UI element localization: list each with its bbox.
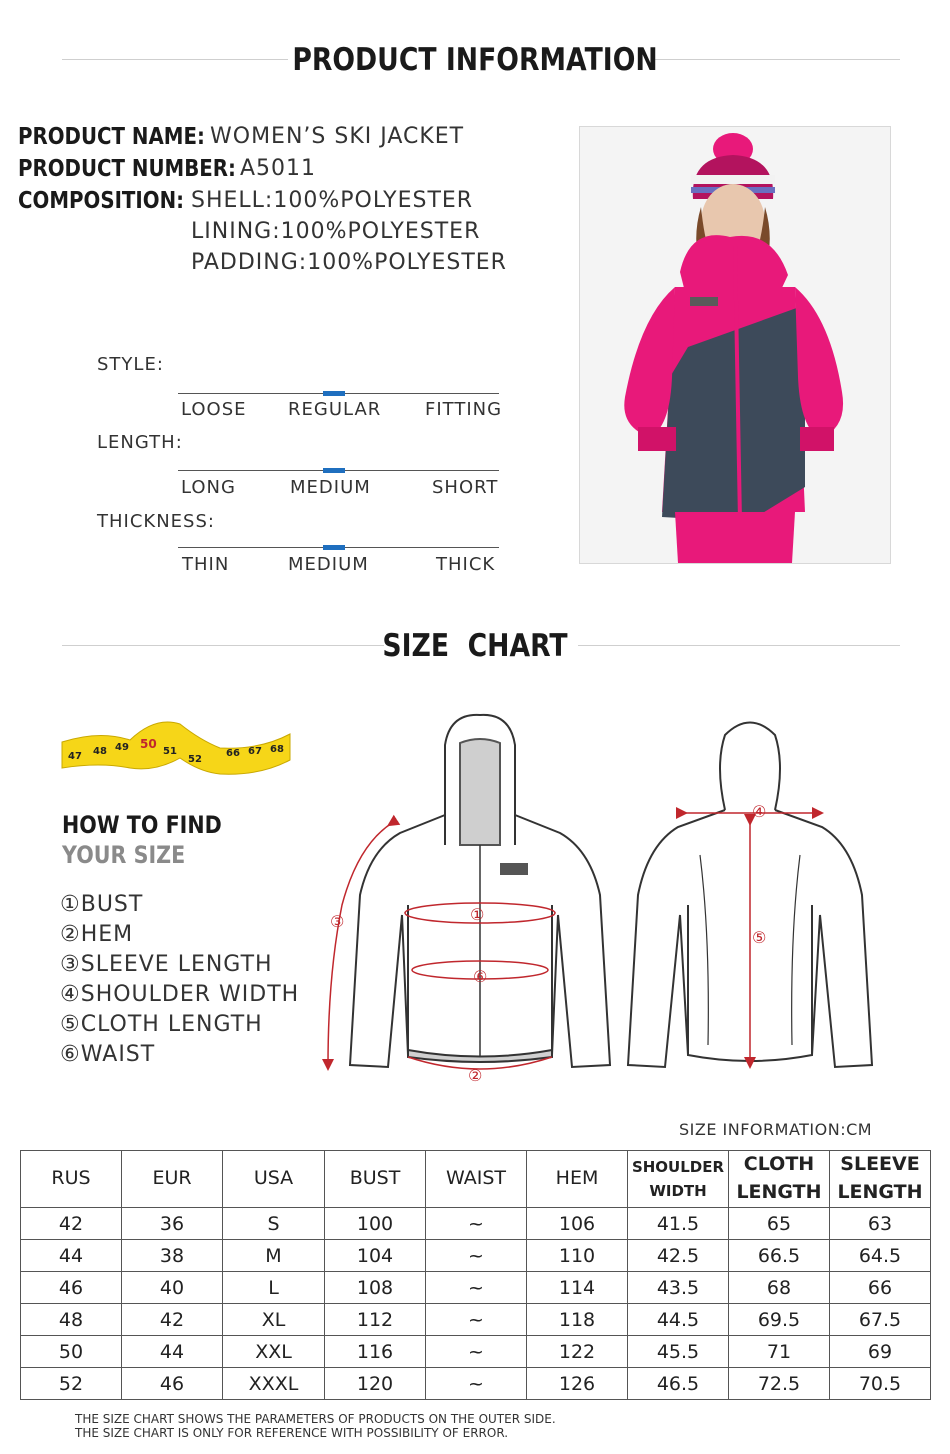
measurement-list (60, 890, 299, 1070)
size-info-label: SIZE INFORMATION:CM (679, 1120, 873, 1139)
jacket-diagram (310, 705, 910, 1090)
table-cell: 46.5 (628, 1368, 729, 1400)
table-cell: 36 (122, 1208, 223, 1240)
table-cell: 45.5 (628, 1336, 729, 1368)
thickness-option-thin: THIN (182, 554, 230, 575)
table-header-line: LENGTH (837, 1181, 923, 1203)
front-jacket-outline (350, 715, 610, 1067)
table-row (21, 1304, 931, 1336)
tape-measure-image (60, 712, 292, 780)
hem-marker: ② (468, 1066, 483, 1085)
table-cell: M (223, 1240, 325, 1272)
table-cell: S (223, 1208, 325, 1240)
table-cell: ~ (426, 1272, 527, 1304)
table-cell: 41.5 (628, 1208, 729, 1240)
table-cell: 108 (325, 1272, 426, 1304)
sleeve-marker: ③ (330, 912, 345, 931)
thickness-option-thick: THICK (436, 554, 496, 575)
bust-marker: ① (470, 905, 485, 924)
table-cell: 70.5 (830, 1368, 931, 1400)
table-cell: 122 (527, 1336, 628, 1368)
tape-number: 52 (188, 754, 202, 765)
table-row (21, 1240, 931, 1272)
table-cell: L (223, 1272, 325, 1304)
table-header-cell (830, 1151, 931, 1208)
product-name-label: PRODUCT NAME: (18, 124, 205, 150)
table-cell: ~ (426, 1208, 527, 1240)
tape-number: 68 (270, 744, 284, 755)
measurement-item-bust: ①BUST (60, 892, 144, 917)
table-cell: 46 (21, 1272, 122, 1304)
table-cell: 72.5 (729, 1368, 830, 1400)
table-cell: 44.5 (628, 1304, 729, 1336)
table-cell: 44 (21, 1240, 122, 1272)
composition-line: PADDING:100%POLYESTER (191, 250, 507, 275)
table-header-cell (729, 1151, 830, 1208)
shoulder-marker: ④ (752, 802, 767, 821)
size-note-line: THE SIZE CHART IS ONLY FOR REFERENCE WITH POSSIBILITY OF ERROR. (75, 1426, 509, 1440)
table-header-cell: RUS (21, 1151, 122, 1208)
how-to-find-heading (62, 810, 248, 870)
size-note-line: THE SIZE CHART SHOWS THE PARAMETERS OF PRODUCTS ON THE OUTER SIDE. (75, 1412, 556, 1426)
table-cell: 44 (122, 1336, 223, 1368)
tape-number: 49 (115, 742, 129, 753)
length-marker: ⑤ (752, 928, 767, 947)
table-cell: ~ (426, 1368, 527, 1400)
table-cell: 65 (729, 1208, 830, 1240)
table-row (21, 1368, 931, 1400)
product-info-title: PRODUCT INFORMATION (292, 42, 658, 78)
table-row (21, 1336, 931, 1368)
table-cell: 67.5 (830, 1304, 931, 1336)
tape-number: 67 (248, 746, 262, 757)
measurement-item-waist: ⑥WAIST (60, 1042, 156, 1067)
table-header-cell (628, 1151, 729, 1208)
table-cell: 110 (527, 1240, 628, 1272)
thickness-option-medium: MEDIUM (288, 554, 369, 575)
table-cell: ~ (426, 1336, 527, 1368)
measurement-item-shoulder: ④SHOULDER WIDTH (60, 982, 300, 1007)
style-option-regular: REGULAR (288, 399, 382, 420)
composition-line: SHELL:100%POLYESTER (191, 188, 474, 213)
table-cell: 112 (325, 1304, 426, 1336)
waist-marker: ⑥ (473, 967, 488, 986)
table-cell: 66.5 (729, 1240, 830, 1272)
table-cell: 100 (325, 1208, 426, 1240)
table-header-row (21, 1151, 931, 1208)
measurement-item-cloth-length: ⑤CLOTH LENGTH (60, 1012, 263, 1037)
product-name-value: WOMEN’S SKI JACKET (210, 124, 465, 149)
length-label: LENGTH: (97, 432, 183, 453)
tape-number: 51 (163, 746, 177, 757)
product-number-label: PRODUCT NUMBER: (18, 156, 236, 182)
size-chart-title: SIZE CHART (382, 628, 568, 664)
table-cell: 43.5 (628, 1272, 729, 1304)
table-cell: 46 (122, 1368, 223, 1400)
table-cell: 48 (21, 1304, 122, 1336)
table-cell: ~ (426, 1240, 527, 1272)
table-header-line: CLOTH (743, 1153, 815, 1176)
table-cell: 66 (830, 1272, 931, 1304)
model-jacket-illustration (580, 127, 890, 563)
table-header-cell: EUR (122, 1151, 223, 1208)
table-cell: 114 (527, 1272, 628, 1304)
table-cell: 38 (122, 1240, 223, 1272)
table-cell: 69 (830, 1336, 931, 1368)
length-option-long: LONG (181, 477, 236, 498)
table-row (21, 1208, 931, 1240)
style-selected-marker (323, 391, 345, 396)
table-header-cell: WAIST (426, 1151, 527, 1208)
product-number-value: A5011 (240, 156, 317, 181)
table-cell: 50 (21, 1336, 122, 1368)
length-option-medium: MEDIUM (290, 477, 371, 498)
style-label: STYLE: (97, 354, 164, 375)
tape-number: 47 (68, 751, 82, 762)
table-cell: 52 (21, 1368, 122, 1400)
table-cell: 120 (325, 1368, 426, 1400)
table-cell: 126 (527, 1368, 628, 1400)
style-option-fitting: FITTING (425, 399, 503, 420)
table-cell: 40 (122, 1272, 223, 1304)
size-notes (75, 1412, 556, 1440)
sleeve-measure-line (328, 823, 392, 1065)
table-row (21, 1272, 931, 1304)
table-cell: 104 (325, 1240, 426, 1272)
tape-number: 50 (140, 737, 157, 751)
table-header-line: SLEEVE (840, 1153, 920, 1176)
table-cell: 106 (527, 1208, 628, 1240)
composition-label: COMPOSITION: (18, 188, 185, 214)
table-cell: 42 (21, 1208, 122, 1240)
table-header-cell: BUST (325, 1151, 426, 1208)
table-cell: 42.5 (628, 1240, 729, 1272)
table-header-cell: HEM (527, 1151, 628, 1208)
measurement-item-hem: ②HEM (60, 922, 134, 947)
table-cell: ~ (426, 1304, 527, 1336)
tape-number: 48 (93, 746, 107, 757)
thickness-label: THICKNESS: (97, 511, 215, 532)
how-to-find-line2: YOUR SIZE (62, 841, 186, 869)
table-cell: 42 (122, 1304, 223, 1336)
length-option-short: SHORT (432, 477, 499, 498)
composition-line: LINING:100%POLYESTER (191, 219, 481, 244)
table-cell: 63 (830, 1208, 931, 1240)
table-cell: 116 (325, 1336, 426, 1368)
style-option-loose: LOOSE (181, 399, 247, 420)
thickness-selected-marker (323, 545, 345, 550)
length-selected-marker (323, 468, 345, 473)
composition-row (18, 185, 211, 217)
table-header-cell: USA (223, 1151, 325, 1208)
table-cell: 69.5 (729, 1304, 830, 1336)
product-name-row (18, 121, 465, 153)
table-cell: 68 (729, 1272, 830, 1304)
tape-number: 66 (226, 748, 240, 759)
composition-lines (191, 185, 507, 278)
table-cell: XXL (223, 1336, 325, 1368)
measurement-item-sleeve: ③SLEEVE LENGTH (60, 952, 273, 977)
table-cell: XXXL (223, 1368, 325, 1400)
product-number-row (18, 153, 317, 185)
table-header-line: WIDTH (649, 1182, 707, 1200)
table-cell: XL (223, 1304, 325, 1336)
table-cell: 118 (527, 1304, 628, 1336)
table-cell: 64.5 (830, 1240, 931, 1272)
table-cell: 71 (729, 1336, 830, 1368)
how-to-find-line1: HOW TO FIND (62, 811, 222, 839)
table-header-line: SHOULDER (631, 1158, 725, 1176)
size-table (20, 1150, 931, 1400)
product-photo (579, 126, 891, 564)
table-header-line: LENGTH (736, 1181, 822, 1203)
